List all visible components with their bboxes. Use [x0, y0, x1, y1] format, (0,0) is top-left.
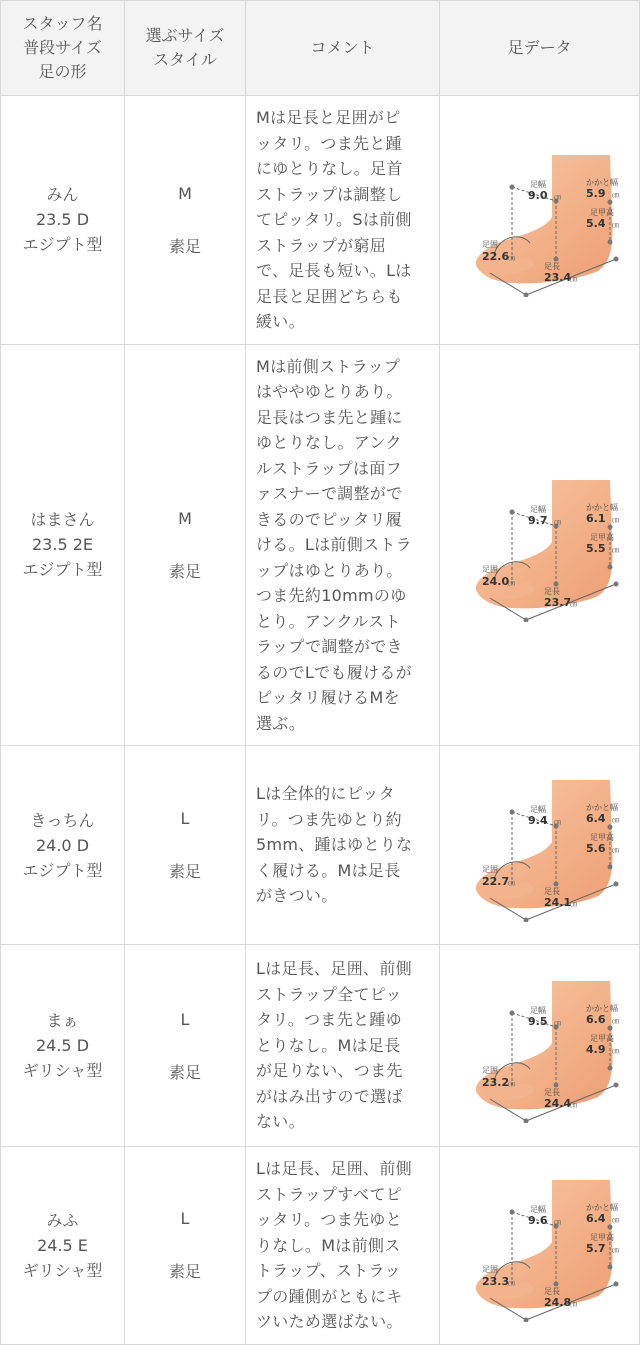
unit-label: ㎝: [507, 879, 515, 887]
comment-line: Mは足長と足囲がピ: [256, 108, 401, 127]
foot-width-value: 9.4: [527, 814, 547, 827]
comment-line: 選ぶ。: [256, 713, 306, 733]
comment-line: 足長はつま先と踵に: [256, 407, 403, 427]
foot-data-cell: [440, 344, 640, 746]
foot-instep-value: 5.6: [585, 842, 605, 855]
foot-instep-label: 足甲高: [589, 207, 614, 217]
unit-label: ㎝: [569, 900, 577, 908]
foot-length-value: 24.1: [543, 896, 571, 909]
header-comment: コメント: [246, 1, 440, 96]
comment-line: Lは足長、足囲、前側: [256, 959, 412, 979]
comment-line: がはみ出すので選ば: [256, 1086, 403, 1106]
foot-girth-label: 足囲: [481, 1065, 498, 1075]
chosen-size: M: [178, 508, 192, 528]
staff-size: 23.5 D: [35, 210, 90, 230]
staff-size: 24.0 D: [35, 835, 90, 855]
foot-heel-value: 6.6: [585, 1012, 605, 1026]
foot-width-label: 足幅: [529, 179, 546, 189]
header-choice-line: スタイル: [153, 50, 217, 69]
comment-line: るのでLでも履けるが: [256, 662, 412, 682]
foot-width-label: 足幅: [529, 1005, 546, 1015]
header-row: [1, 1, 640, 96]
foot-instep-label: 足甲高: [589, 1033, 614, 1043]
comment-line: とり。アンクルスト: [256, 611, 401, 631]
comment-cell: [246, 1147, 440, 1345]
table-row: [1, 746, 640, 945]
comment-line: ルストラップは面フ: [256, 458, 402, 478]
unit-label: ㎝: [611, 1246, 619, 1255]
foot-heel-label: かかと幅: [585, 1203, 618, 1213]
table-row: [1, 344, 640, 746]
comment-line: りなし。Mは前側ス: [256, 1235, 401, 1255]
foot-instep-value: 5.4: [585, 216, 605, 230]
chosen-size: L: [180, 1009, 190, 1029]
choice-cell: [125, 746, 246, 945]
chosen-style: 素足: [168, 236, 201, 256]
comment-line: が足りない、つま先: [256, 1061, 403, 1081]
foot-diagram: [460, 973, 620, 1123]
unit-label: ㎝: [569, 599, 577, 608]
unit-label: ㎝: [611, 1216, 619, 1225]
foot-instep-label: 足甲高: [589, 1233, 614, 1243]
comment-line: きるのでピッタリ履: [256, 509, 403, 529]
foot-girth-label: 足囲: [481, 865, 498, 874]
chosen-size: M: [178, 183, 192, 203]
foot-width-value: 9.7: [527, 513, 547, 527]
unit-label: ㎝: [507, 578, 515, 587]
staff-name: きっちん: [30, 810, 95, 830]
header-staff-line: 普段サイズ: [23, 38, 102, 57]
table-row: [1, 945, 640, 1147]
comment-line: ゆとりなし。アンク: [256, 433, 402, 452]
unit-label: ㎝: [611, 190, 619, 199]
chosen-style: 素足: [168, 862, 201, 881]
unit-label: ㎝: [611, 545, 619, 554]
staff-shape: エジプト型: [22, 560, 103, 580]
comment-line: ァスナーで調整がで: [256, 484, 403, 503]
foot-length-label: 足長: [543, 586, 560, 596]
unit-label: ㎝: [553, 1218, 561, 1227]
comment-line: Lは全体的にピッタ: [256, 784, 395, 804]
foot-diagram: [460, 472, 620, 622]
comment-line: Mは前側ストラップ: [256, 356, 401, 376]
foot-heel-label: かかと幅: [585, 1003, 618, 1013]
comment-line: ラップで調整ができ: [256, 637, 403, 656]
foot-data-cell: [440, 945, 640, 1147]
unit-label: ㎝: [569, 1300, 577, 1309]
unit-label: ㎝: [507, 1079, 515, 1088]
header-staff-line: 足の形: [38, 62, 87, 81]
foot-length-value: 23.4: [543, 270, 571, 284]
foot-heel-value: 6.4: [585, 1212, 605, 1226]
table-row: [1, 96, 640, 345]
choice-cell: [125, 344, 246, 746]
unit-label: ㎝: [507, 253, 515, 262]
foot-data-cell: [440, 1147, 640, 1345]
foot-girth-label: 足囲: [481, 564, 498, 574]
foot-length-label: 足長: [543, 1087, 560, 1097]
foot-length-label: 足長: [543, 1287, 560, 1297]
chosen-style: 素足: [168, 1262, 201, 1282]
comment-line: リ。つま先ゆとり約: [256, 809, 402, 829]
staff-cell: [1, 344, 125, 746]
unit-label: ㎝: [611, 816, 619, 824]
comment-cell: [246, 746, 440, 945]
header-foot-data: 足データ: [440, 1, 640, 96]
comment-line: ない。: [256, 1112, 305, 1132]
staff-cell: [1, 746, 125, 945]
comment-line: で、足長も短い。Lは: [256, 261, 412, 280]
foot-length-value: 24.4: [543, 1096, 571, 1110]
comment-line: トラップ、ストラッ: [256, 1261, 401, 1280]
choice-cell: [125, 945, 246, 1147]
comment-line: Lは足長、足囲、前側: [256, 1159, 412, 1178]
comment-line: はややゆとりあり。: [256, 382, 403, 401]
foot-girth-label: 足囲: [481, 239, 498, 249]
unit-label: ㎝: [611, 1046, 619, 1055]
comment-line: ッタリ。つま先ゆと: [256, 1210, 402, 1229]
unit-label: ㎝: [611, 1016, 619, 1025]
unit-label: ㎝: [553, 192, 561, 201]
unit-label: ㎝: [507, 1279, 515, 1288]
foot-girth-value: 24.0: [481, 574, 509, 588]
foot-heel-label: かかと幅: [585, 177, 618, 187]
comment-line: ピッタリ履けるMを: [256, 688, 400, 707]
comment-line: プの踵側がともにキ: [256, 1286, 403, 1306]
staff-shape: ギリシャ型: [22, 1061, 103, 1080]
comment-line: 5mm、踵はゆとりな: [256, 835, 413, 855]
staff-shape: ギリシャ型: [22, 1260, 103, 1280]
comment-cell: [246, 945, 440, 1147]
unit-label: ㎝: [553, 517, 561, 526]
comment-line: ける。Lは前側ストラ: [256, 535, 412, 554]
foot-heel-label: かかと幅: [585, 502, 618, 512]
comment-cell: [246, 96, 440, 345]
comment-line: にゆとりなし。足首: [256, 159, 403, 178]
header-choice: [125, 1, 246, 96]
foot-width-label: 足幅: [529, 1205, 546, 1215]
chosen-size: L: [180, 809, 190, 828]
unit-label: ㎝: [553, 818, 561, 826]
foot-girth-value: 23.2: [481, 1075, 509, 1089]
foot-instep-value: 5.5: [585, 541, 605, 555]
chosen-style: 素足: [168, 1062, 201, 1082]
comment-line: てピッタリ。Sは前側: [256, 210, 412, 229]
comment-line: がきつい。: [256, 886, 338, 906]
staff-shape: エジプト型: [22, 235, 103, 255]
foot-girth-value: 22.6: [481, 249, 509, 263]
table-row: [1, 1147, 640, 1345]
foot-width-value: 9.0: [527, 188, 547, 202]
staff-name: みふ: [46, 1210, 79, 1230]
comment-line: ッタリ。つま先と踵: [256, 133, 402, 153]
choice-cell: [125, 1147, 246, 1345]
foot-width-value: 9.6: [527, 1214, 547, 1228]
comment-line: タリ。つま先と踵ゆ: [256, 1010, 402, 1030]
unit-label: ㎝: [553, 1018, 561, 1027]
comment-line: ツいため選ばない。: [256, 1312, 403, 1331]
comment-line: 足長と足囲どちらも: [256, 286, 403, 306]
staff-size: 24.5 D: [35, 1036, 90, 1055]
comment-line: ストラップすべてピ: [256, 1184, 403, 1204]
foot-girth-value: 23.3: [481, 1275, 509, 1289]
foot-diagram: [460, 772, 620, 922]
staff-cell: [1, 945, 125, 1147]
foot-instep-value: 4.9: [585, 1042, 605, 1056]
unit-label: ㎝: [611, 846, 619, 854]
staff-cell: [1, 1147, 125, 1345]
staff-shape: エジプト型: [22, 860, 103, 880]
foot-diagram: [460, 147, 620, 297]
comment-line: 緩い。: [256, 312, 305, 331]
foot-width-value: 9.5: [527, 1014, 547, 1028]
foot-length-label: 足長: [543, 887, 560, 896]
foot-heel-value: 5.9: [585, 186, 605, 200]
comment-cell: [246, 344, 440, 746]
staff-name: まぁ: [46, 1011, 79, 1030]
foot-length-label: 足長: [543, 261, 560, 271]
chosen-size: L: [180, 1209, 190, 1229]
foot-length-value: 24.8: [543, 1296, 571, 1310]
unit-label: ㎝: [611, 220, 619, 229]
foot-girth-label: 足囲: [481, 1265, 498, 1275]
foot-instep-label: 足甲高: [589, 532, 614, 542]
foot-width-label: 足幅: [529, 805, 546, 814]
staff-cell: [1, 96, 125, 345]
foot-width-label: 足幅: [529, 504, 546, 514]
comment-line: ップはゆとりあり。: [256, 560, 403, 580]
foot-girth-value: 22.7: [481, 875, 509, 888]
foot-length-value: 23.7: [543, 595, 571, 609]
comment-line: ストラップは調整し: [256, 184, 403, 204]
unit-label: ㎝: [611, 515, 619, 524]
comment-line: とりなし。Mは足長: [256, 1035, 401, 1055]
foot-instep-value: 5.7: [585, 1242, 605, 1256]
staff-size: 23.5 2E: [32, 535, 93, 555]
staff-name: はまさん: [30, 510, 95, 530]
foot-diagram: [460, 1172, 620, 1322]
header-staff: [1, 1, 125, 96]
unit-label: ㎝: [569, 1100, 577, 1109]
foot-heel-label: かかと幅: [585, 803, 618, 812]
comment-line: ストラップが窮屈: [256, 235, 387, 255]
staff-name: みん: [46, 185, 79, 205]
chosen-style: 素足: [168, 561, 201, 581]
foot-data-cell: [440, 96, 640, 345]
unit-label: ㎝: [569, 274, 577, 283]
foot-instep-label: 足甲高: [589, 833, 614, 842]
comment-line: く履ける。Mは足長: [256, 860, 401, 880]
header-staff-line: スタッフ名: [22, 14, 103, 33]
comment-line: つま先約10mmのゆ: [256, 586, 407, 605]
comment-line: ストラップ全てピッ: [256, 984, 402, 1004]
foot-heel-value: 6.4: [585, 812, 605, 825]
foot-heel-value: 6.1: [585, 511, 605, 525]
foot-data-cell: [440, 746, 640, 945]
header-choice-line: 選ぶサイズ: [145, 26, 225, 45]
staff-size: 24.5 E: [37, 1235, 88, 1255]
choice-cell: [125, 96, 246, 345]
